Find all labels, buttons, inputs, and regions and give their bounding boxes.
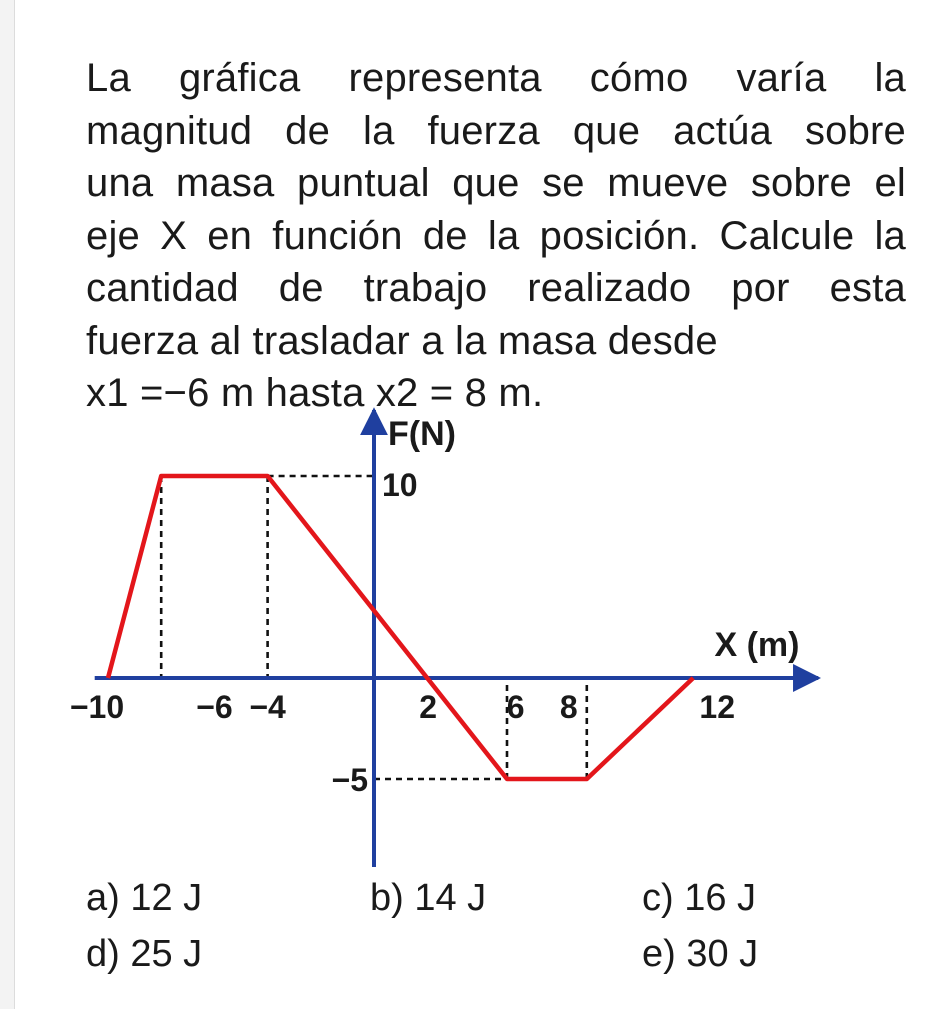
x-tick-label: 2 [419, 689, 438, 725]
x-tick-label: −4 [249, 689, 286, 725]
y-tick-label: −5 [331, 762, 368, 798]
x-tick-label: 8 [559, 689, 578, 725]
force-series-line [108, 476, 693, 779]
question-line: x1 =−6 m hasta x2 = 8 m. [86, 371, 544, 415]
force-position-chart [60, 395, 860, 875]
tick-labels [70, 467, 735, 798]
x-tick-label: 6 [506, 689, 525, 725]
x-tick-label: −6 [196, 689, 233, 725]
option-a[interactable]: a) 12 J [86, 877, 203, 919]
page-left-edge [0, 0, 15, 1009]
option-d[interactable]: d) 25 J [86, 933, 203, 975]
question-line: magnitud de la fuerza que actúa sobre [86, 108, 906, 153]
y-tick-label: 10 [382, 467, 418, 503]
question-line: La gráfica representa cómo varía la [86, 56, 906, 100]
question-line: cantidad de trabajo realizado por esta [86, 266, 906, 310]
option-b[interactable]: b) 14 J [370, 877, 487, 919]
x-tick-label: −10 [69, 689, 125, 725]
option-c[interactable]: c) 16 J [642, 877, 757, 919]
x-axis-label: X (m) [714, 626, 800, 664]
x-tick-label: 12 [699, 689, 735, 725]
question-line: fuerza al trasladar a la masa desde [86, 318, 718, 363]
option-e[interactable]: e) 30 J [642, 933, 759, 975]
y-axis-label: F(N) [388, 415, 456, 453]
question-line: una masa puntual que se mueve sobre el [86, 161, 906, 205]
question-line: eje X en función de la posición. Calcule la [86, 213, 906, 258]
question-text [86, 52, 906, 420]
